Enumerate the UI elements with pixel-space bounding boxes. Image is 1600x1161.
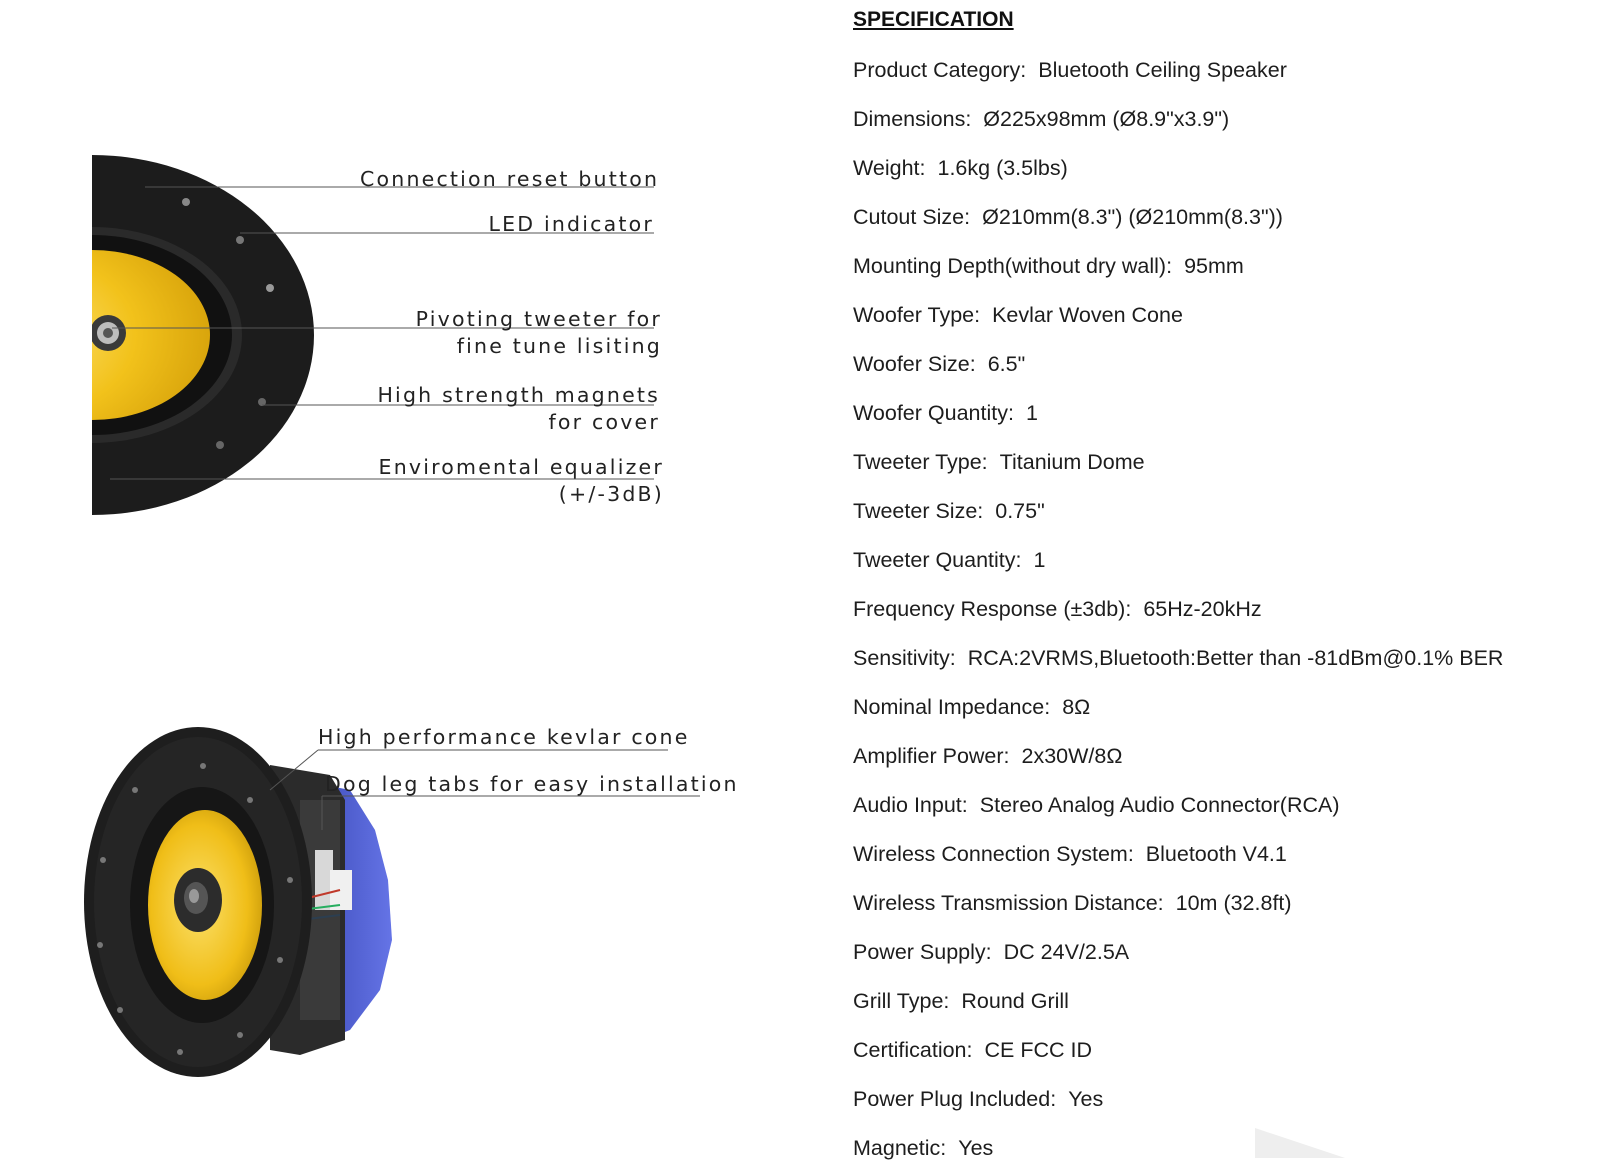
callout-led-indicator: [360, 211, 654, 238]
spec-value: Bluetooth Ceiling Speaker: [1038, 58, 1287, 82]
spec-label: Sensitivity:: [853, 646, 956, 670]
spec-label: Certification:: [853, 1038, 973, 1062]
spec-label: Wireless Connection System:: [853, 842, 1134, 866]
spec-value: 10m (32.8ft): [1175, 891, 1292, 915]
callout-line: for cover: [548, 410, 660, 434]
spec-row: [853, 107, 1229, 132]
spec-row: [853, 58, 1287, 83]
spec-value: 1: [1025, 401, 1038, 425]
callout-dog-leg-tabs: [325, 771, 739, 798]
spec-row: [853, 695, 1090, 720]
spec-value: 0.75": [995, 499, 1045, 523]
spec-value: 65Hz-20kHz: [1143, 597, 1262, 621]
spec-row: [853, 205, 1283, 230]
spec-label: Tweeter Type:: [853, 450, 988, 474]
spec-value: 6.5": [987, 352, 1026, 376]
callout-environmental-equalizer: [340, 454, 664, 508]
spec-value: Yes: [958, 1136, 994, 1160]
spec-row: [853, 1136, 993, 1161]
callout-line: LED indicator: [488, 212, 654, 236]
spec-label: Nominal Impedance:: [853, 695, 1051, 719]
spec-row: [853, 156, 1068, 181]
spec-row: [853, 940, 1129, 965]
spec-row: [853, 303, 1183, 328]
spec-row: [853, 793, 1340, 818]
spec-label: Mounting Depth(without dry wall):: [853, 254, 1173, 278]
spec-label: Woofer Size:: [853, 352, 976, 376]
spec-label: Tweeter Quantity:: [853, 548, 1022, 572]
callout-connection-reset-button: [360, 166, 660, 193]
spec-label: Weight:: [853, 156, 926, 180]
callout-high-strength-magnets: [340, 382, 660, 436]
spec-row: [853, 597, 1262, 622]
spec-label: Woofer Type:: [853, 303, 981, 327]
spec-label: Magnetic:: [853, 1136, 947, 1160]
callout-line: Connection reset button: [360, 167, 660, 191]
spec-value: Bluetooth V4.1: [1145, 842, 1287, 866]
spec-value: Stereo Analog Audio Connector(RCA): [979, 793, 1340, 817]
spec-row: [853, 548, 1045, 573]
specification-title: SPECIFICATION: [853, 8, 1014, 31]
spec-label: Dimensions:: [853, 107, 972, 131]
spec-value: Yes: [1068, 1087, 1104, 1111]
callout-pivoting-tweeter: [360, 306, 662, 360]
spec-label: Wireless Transmission Distance:: [853, 891, 1164, 915]
callout-line: High performance kevlar cone: [318, 725, 690, 749]
callout-line: fine tune lisiting: [456, 334, 662, 358]
spec-value: CE FCC ID: [984, 1038, 1092, 1062]
spec-label: Power Plug Included:: [853, 1087, 1057, 1111]
spec-label: Tweeter Size:: [853, 499, 984, 523]
callout-kevlar-cone: [318, 724, 690, 751]
spec-label: Cutout Size:: [853, 205, 971, 229]
spec-label: Amplifier Power:: [853, 744, 1010, 768]
spec-value: DC 24V/2.5A: [1003, 940, 1130, 964]
spec-label: Grill Type:: [853, 989, 950, 1013]
spec-row: [853, 989, 1069, 1014]
spec-value: Round Grill: [961, 989, 1069, 1013]
spec-label: Power Supply:: [853, 940, 992, 964]
spec-value: 95mm: [1184, 254, 1244, 278]
spec-row: [853, 891, 1292, 916]
play-watermark-icon: [1255, 1128, 1345, 1158]
spec-label: Audio Input:: [853, 793, 968, 817]
callout-line: High strength magnets: [377, 383, 660, 407]
spec-row: [853, 499, 1045, 524]
spec-value: 1: [1033, 548, 1046, 572]
spec-value: Ø210mm(8.3") (Ø210mm(8.3")): [982, 205, 1283, 229]
callout-line: Pivoting tweeter for: [415, 307, 662, 331]
spec-value: Ø225x98mm (Ø8.9"x3.9"): [983, 107, 1230, 131]
spec-row: [853, 254, 1244, 279]
spec-row: [853, 744, 1122, 769]
product-figure: [0, 0, 800, 1158]
spec-value: Titanium Dome: [999, 450, 1145, 474]
spec-value: 8Ω: [1062, 695, 1091, 719]
spec-row: [853, 401, 1038, 426]
spec-row: [853, 1038, 1092, 1063]
spec-row: [853, 646, 1503, 671]
callout-line: Enviromental equalizer: [378, 455, 664, 479]
callout-line: Dog leg tabs for easy installation: [325, 772, 739, 796]
spec-value: 1.6kg (3.5lbs): [937, 156, 1068, 180]
spec-row: [853, 1087, 1103, 1112]
spec-value: RCA:2VRMS,Bluetooth:Better than -81dBm@0.1% BER: [967, 646, 1504, 670]
spec-label: Product Category:: [853, 58, 1027, 82]
spec-row: [853, 352, 1025, 377]
callout-line: (+/-3dB): [558, 482, 664, 506]
spec-label: Woofer Quantity:: [853, 401, 1014, 425]
spec-row: [853, 842, 1287, 867]
spec-label: Frequency Response (±3db):: [853, 597, 1132, 621]
spec-value: Kevlar Woven Cone: [992, 303, 1183, 327]
spec-value: 2x30W/8Ω: [1021, 744, 1123, 768]
spec-row: [853, 450, 1145, 475]
